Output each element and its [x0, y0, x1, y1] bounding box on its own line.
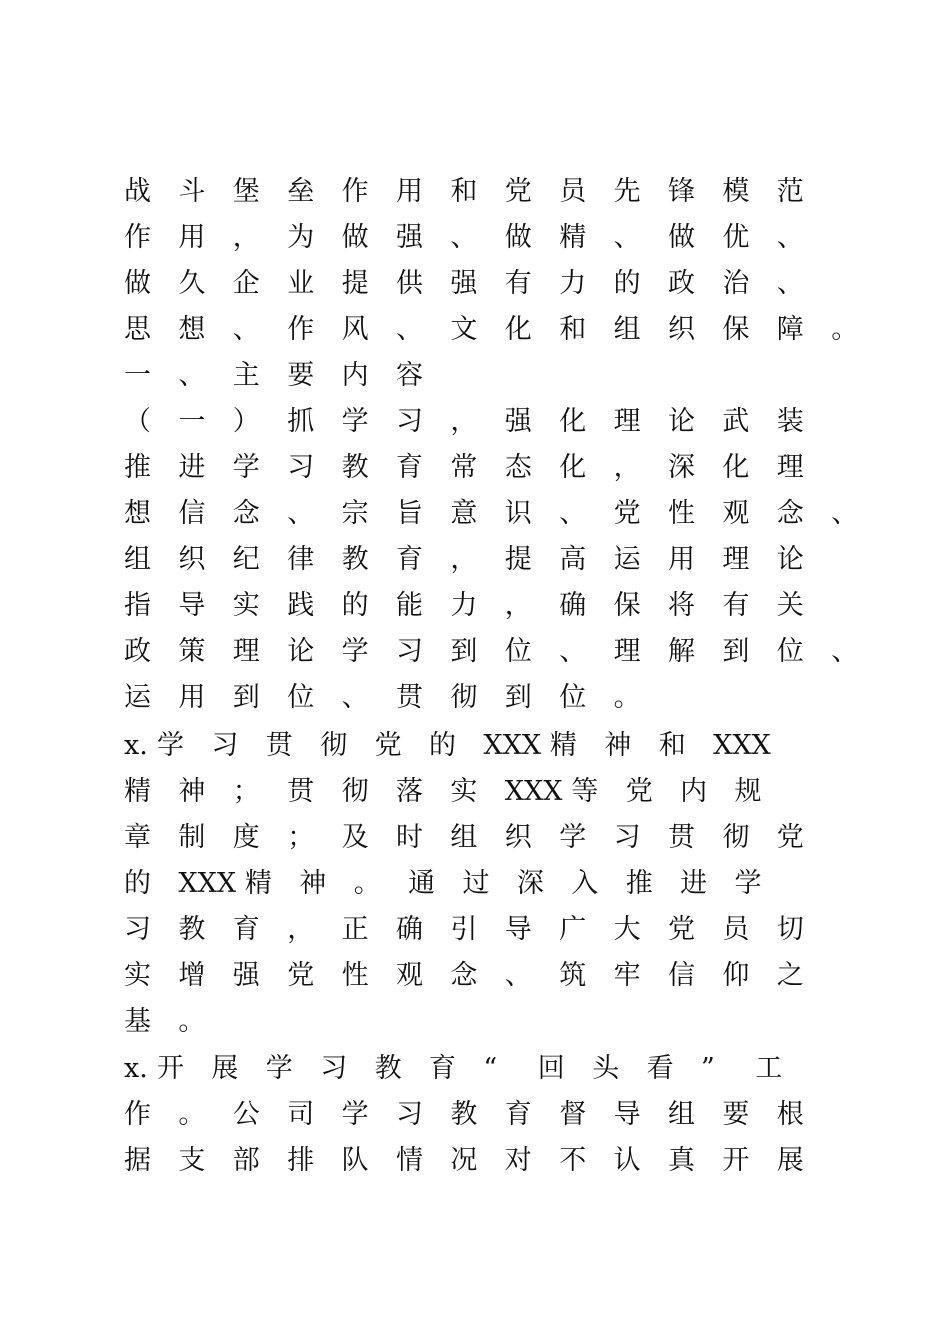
list-item-1-line-6: 实 增 强 党 性 观 念 、 筑 牢 信 仰 之: [124, 960, 804, 991]
text-line-10: 指 导 实 践 的 能 力 ， 确 保 将 有 关: [124, 590, 804, 621]
text-line-9: 组 织 纪 律 教 育 ， 提 高 运 用 理 论: [124, 544, 804, 575]
list-item-1-line-5: 习 教 育 ， 正 确 引 导 广 大 党 员 切: [124, 914, 804, 945]
subsection-heading: （ 一 ） 抓 学 习 ， 强 化 理 论 武 装: [124, 406, 804, 437]
text-line-7: 推 进 学 习 教 育 常 态 化 ， 深 化 理: [124, 452, 804, 483]
text-line-4: 思 想 、 作 风 、 文 化 和 组 织 保 障 。: [124, 314, 859, 345]
text-line-12: 运 用 到 位 、 贯 彻 到 位 。: [124, 682, 641, 713]
list-item-1-line-4: 的 XXX 精 神 。 通 过 深 入 推 进 学: [124, 868, 762, 899]
list-item-1-line-1: x. 学 习 贯 彻 党 的 XXX 精 神 和 XXX: [124, 730, 771, 761]
section-heading: 一 、 主 要 内 容: [124, 360, 423, 391]
text-line-2: 作 用 ， 为 做 强 、 做 精 、 做 优 、: [124, 222, 804, 253]
list-item-1-line-3: 章 制 度 ； 及 时 组 织 学 习 贯 彻 党: [124, 822, 804, 853]
list-item-2-line-2: 作 。 公 司 学 习 教 育 督 导 组 要 根: [124, 1099, 804, 1130]
list-item-2-line-3: 据 支 部 排 队 情 况 对 不 认 真 开 展: [124, 1145, 804, 1176]
text-line-11: 政 策 理 论 学 习 到 位 、 理 解 到 位 、: [124, 636, 859, 667]
text-line-8: 想 信 念 、 宗 旨 意 识 、 党 性 观 念 、: [124, 498, 859, 529]
list-item-1-line-2: 精 神 ； 贯 彻 落 实 XXX 等 党 内 规: [124, 776, 762, 807]
text-line-3: 做 久 企 业 提 供 强 有 力 的 政 治 、: [124, 268, 804, 299]
list-item-2-line-1: x. 开 展 学 习 教 育 “ 回 头 看 ” 工: [124, 1053, 783, 1084]
list-item-1-line-7: 基 。: [124, 1006, 206, 1037]
text-line-1: 战 斗 堡 垒 作 用 和 党 员 先 锋 模 范: [124, 176, 804, 207]
